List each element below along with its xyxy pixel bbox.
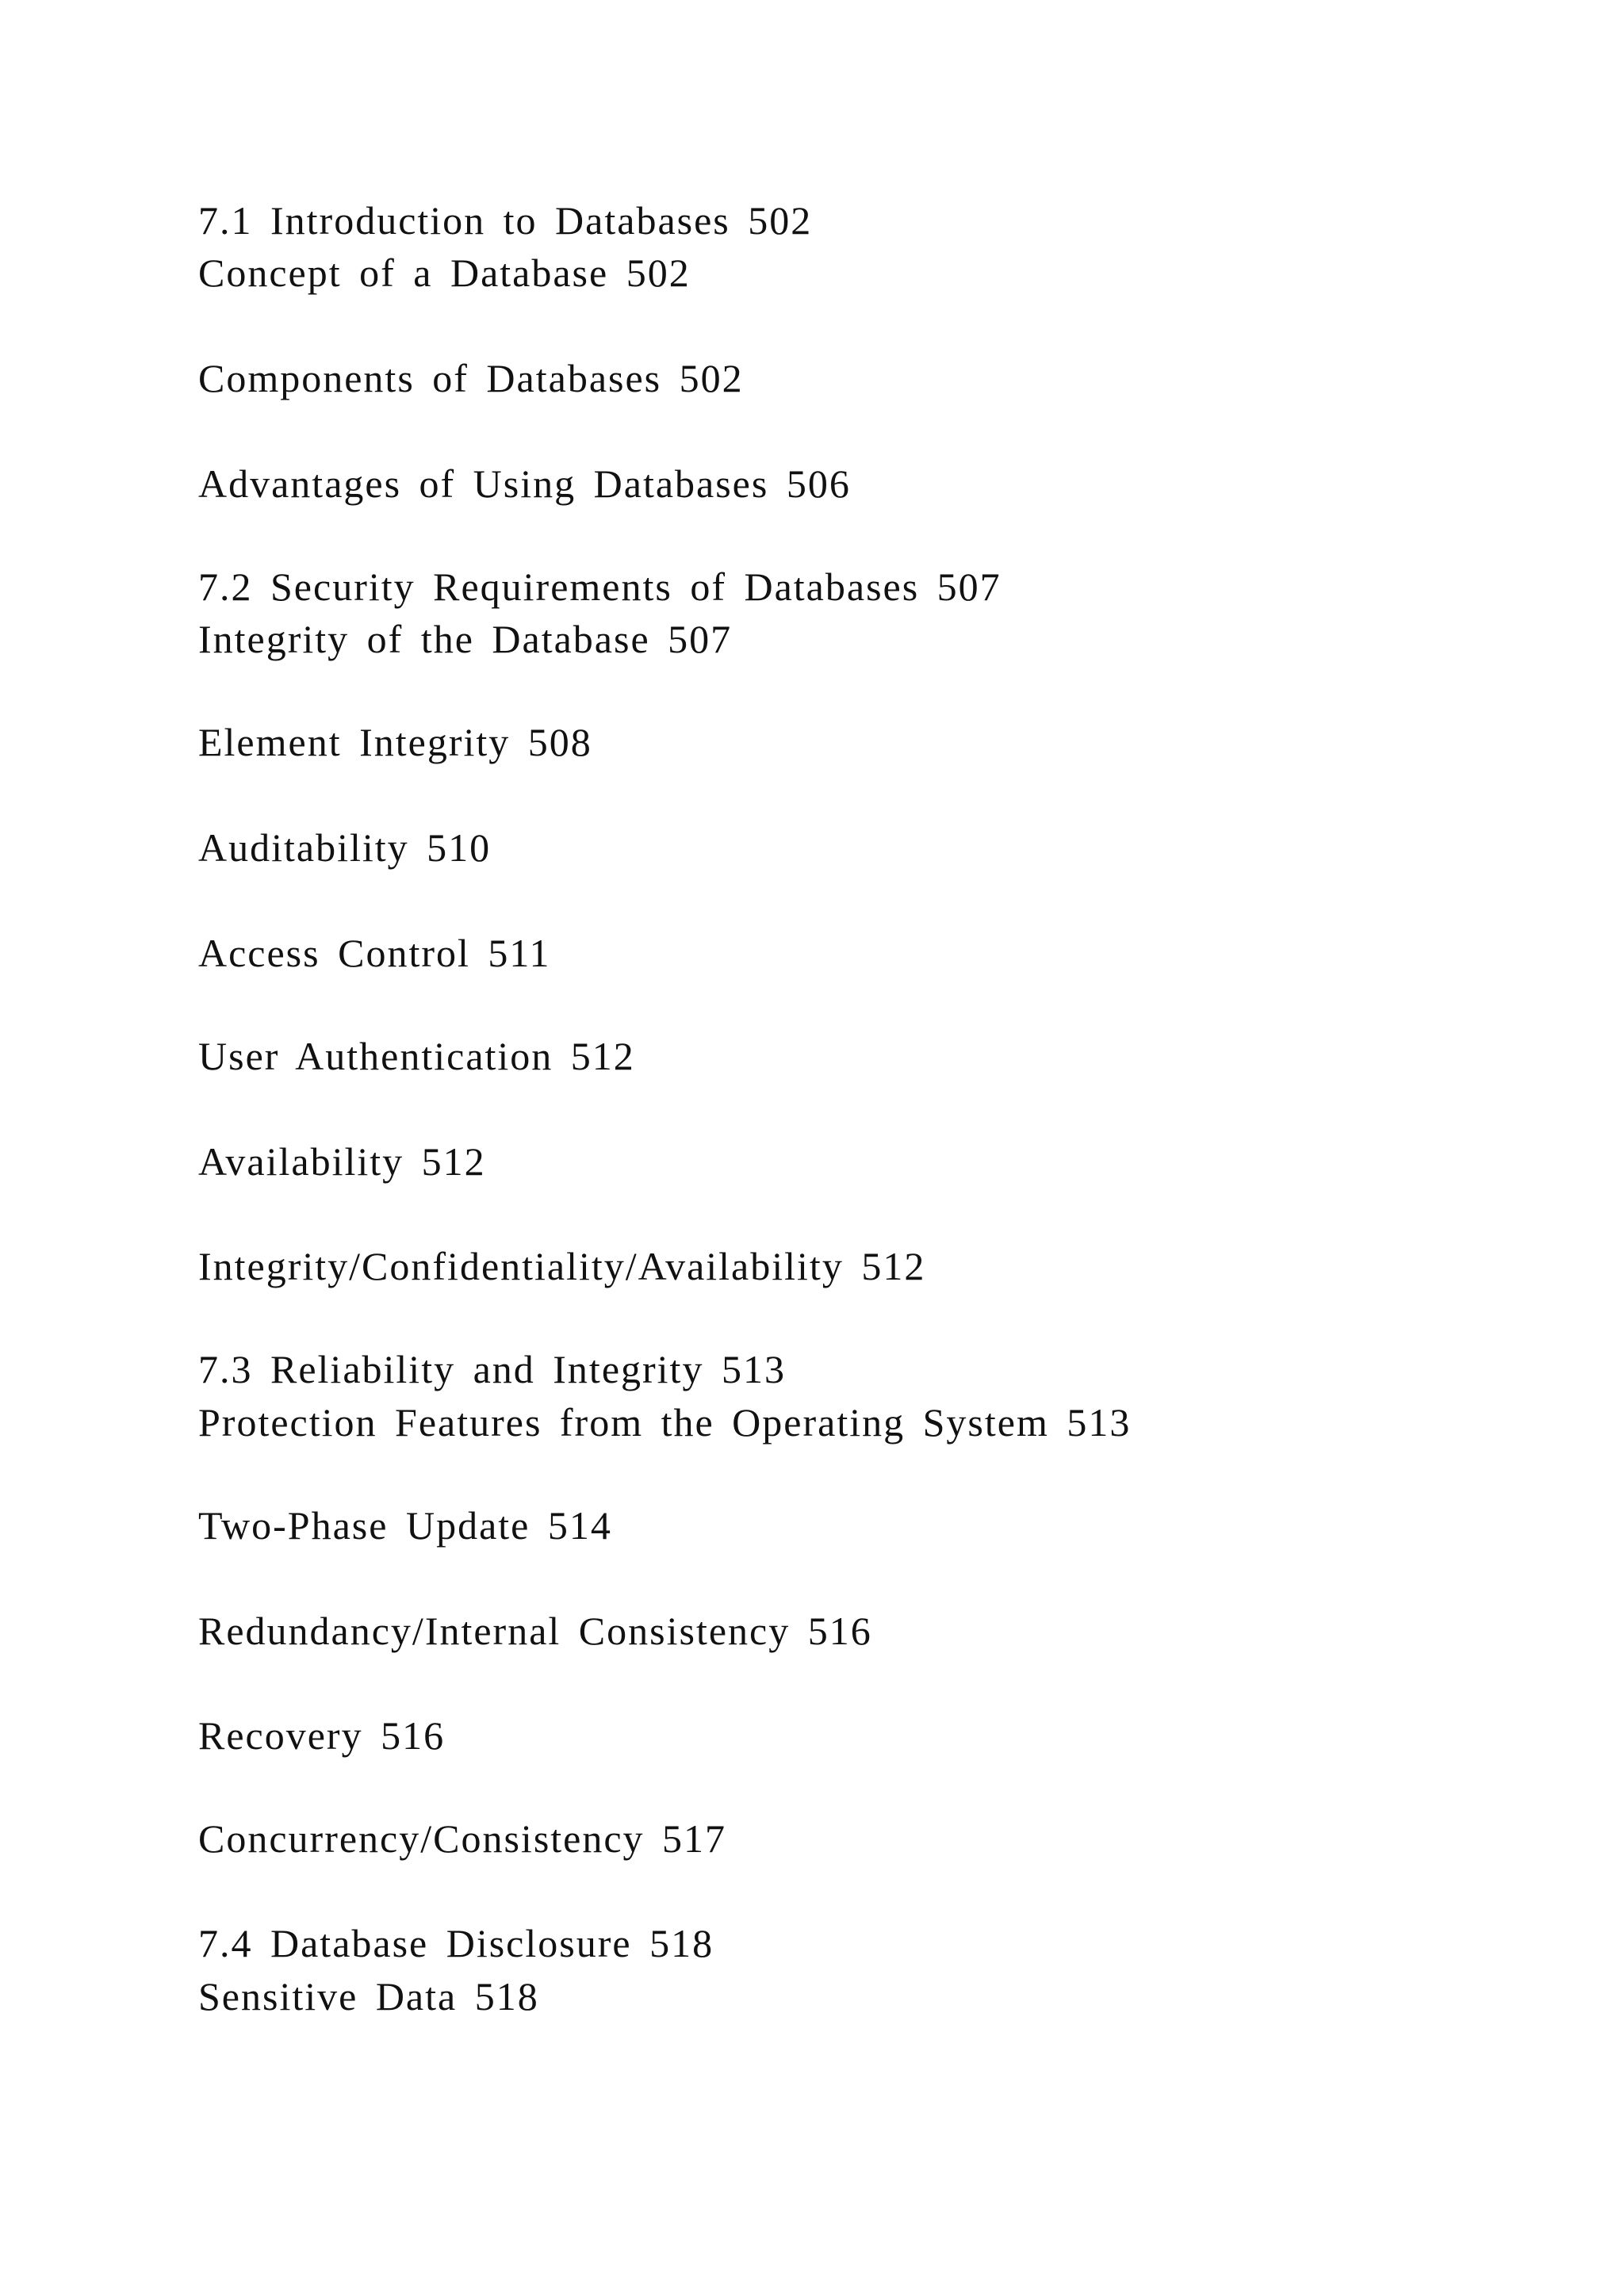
toc-entry-concurrency: Concurrency/Consistency 517 [198, 1816, 727, 1861]
toc-entry-sensitive-data: Sensitive Data 518 [198, 1974, 539, 2019]
toc-entry-integrity-confidentiality-availability: Integrity/Confidentiality/Availability 512 [198, 1244, 926, 1288]
toc-entry-element-integrity: Element Integrity 508 [198, 720, 592, 764]
toc-entry-advantages: Advantages of Using Databases 506 [198, 461, 851, 506]
toc-entry-user-authentication: User Authentication 512 [198, 1034, 635, 1078]
toc-entry-two-phase-update: Two-Phase Update 514 [198, 1503, 612, 1548]
toc-entry-redundancy: Redundancy/Internal Consistency 516 [198, 1609, 872, 1653]
toc-entry-section-7-2: 7.2 Security Requirements of Databases 507 [198, 564, 1002, 609]
toc-entry-availability: Availability 512 [198, 1139, 486, 1184]
toc-entry-components: Components of Databases 502 [198, 356, 744, 400]
toc-entry-auditability: Auditability 510 [198, 825, 492, 870]
toc-entry-protection-features: Protection Features from the Operating System 513 [198, 1400, 1132, 1445]
toc-entry-section-7-4: 7.4 Database Disclosure 518 [198, 1921, 714, 1965]
toc-entry-integrity-of-database: Integrity of the Database 507 [198, 617, 733, 661]
toc-entry-concept-of-database: Concept of a Database 502 [198, 251, 691, 295]
toc-entry-section-7-3: 7.3 Reliability and Integrity 513 [198, 1347, 786, 1391]
toc-entry-recovery: Recovery 516 [198, 1713, 446, 1758]
toc-entry-section-7-1: 7.1 Introduction to Databases 502 [198, 198, 813, 243]
toc-entry-access-control: Access Control 511 [198, 931, 551, 975]
